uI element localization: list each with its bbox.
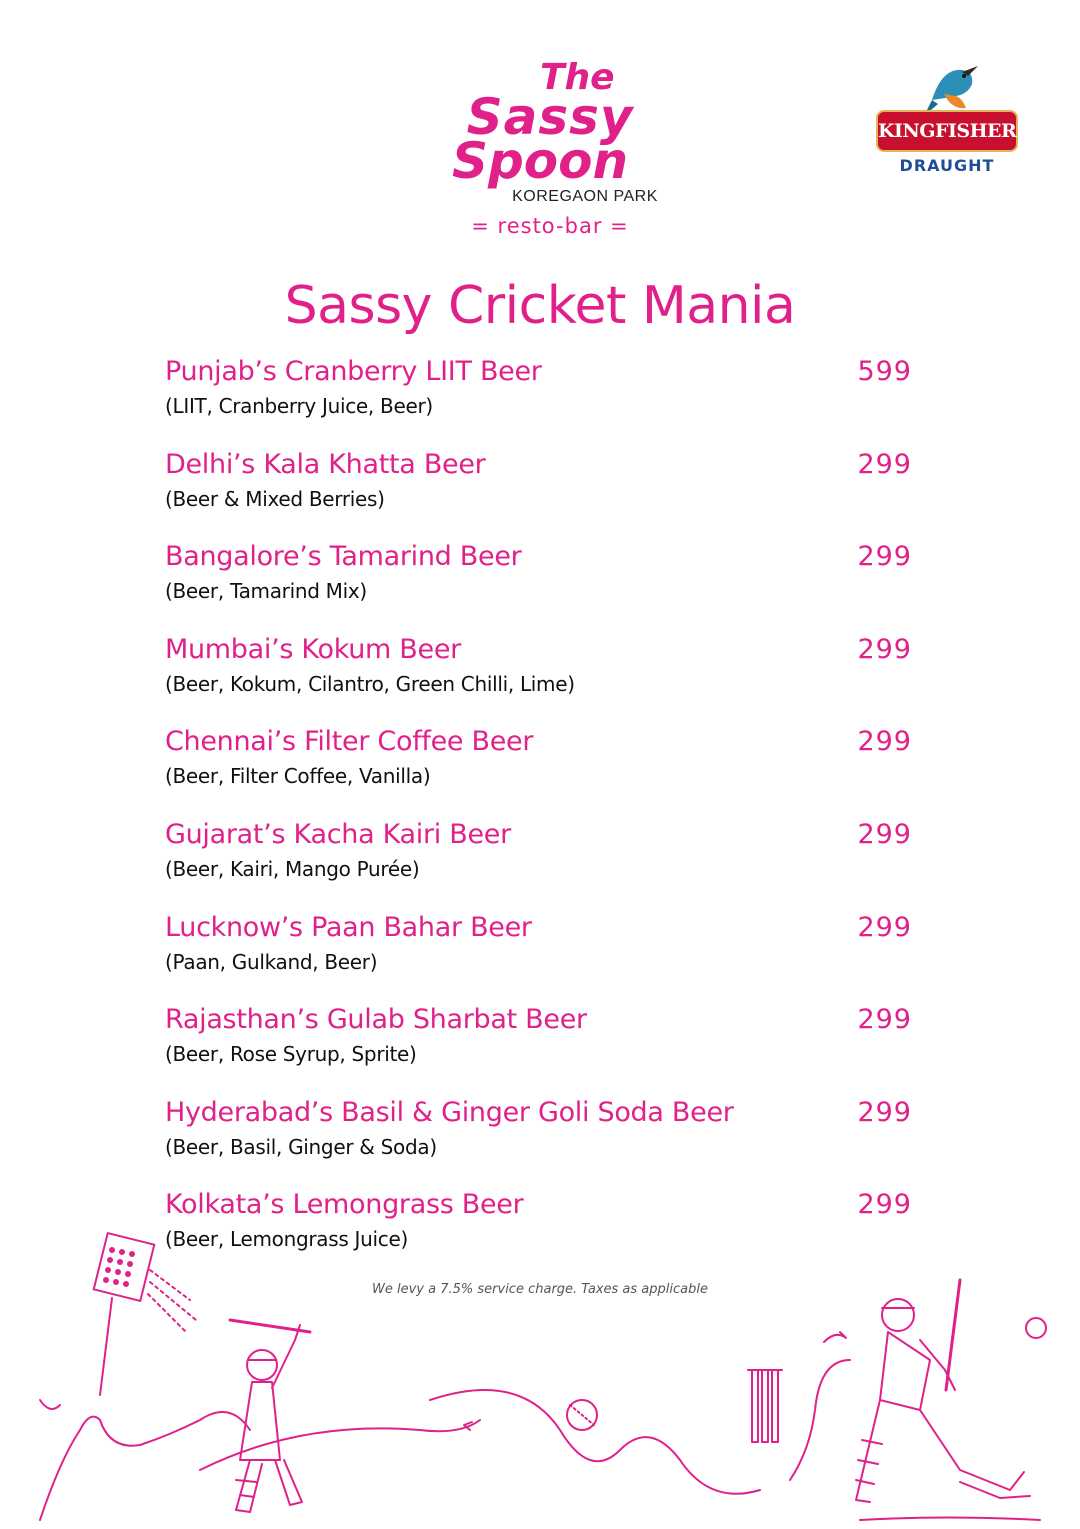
menu-item-price: 299 <box>857 633 912 665</box>
menu-title: Sassy Cricket Mania <box>284 276 796 336</box>
menu-item <box>165 356 915 449</box>
menu-item-name: Rajasthan’s Gulab Sharbat Beer <box>165 1004 587 1036</box>
menu-item-description: (Beer, Rose Syrup, Sprite) <box>165 1042 417 1067</box>
menu-item-description: (Beer, Tamarind Mix) <box>165 579 367 604</box>
menu-item-price: 299 <box>857 1004 912 1036</box>
menu-item-price: 299 <box>857 1096 912 1128</box>
menu-item-price: 299 <box>857 1189 912 1221</box>
cricket-ball-icon <box>1026 1318 1046 1338</box>
menu-item-price: 299 <box>857 541 912 573</box>
menu-item-description: (LIIT, Cranberry Juice, Beer) <box>165 394 433 418</box>
logo-line-the: The <box>540 57 615 98</box>
menu-item <box>165 726 915 819</box>
menu-item-description: (Beer, Kokum, Cilantro, Green Chilli, Lime) <box>165 671 575 696</box>
menu-item-description: (Beer & Mixed Berries) <box>165 486 385 511</box>
menu-item <box>165 1004 915 1097</box>
service-charge-note: We levy a 7.5% service charge. Taxes as applicable <box>372 1282 708 1297</box>
menu-item-name: Gujarat’s Kacha Kairi Beer <box>165 818 511 850</box>
menu-item-description: (Beer, Basil, Ginger & Soda) <box>165 1134 437 1159</box>
menu-item-price: 599 <box>857 356 912 387</box>
menu-item <box>165 449 915 542</box>
menu-item <box>165 541 915 634</box>
kingfisher-wordmark: KINGFISHER <box>876 110 1018 152</box>
cricket-batsman-icon <box>856 1280 1030 1502</box>
menu-item-name: Lucknow’s Paan Bahar Beer <box>165 911 532 943</box>
menu-item-name: Kolkata’s Lemongrass Beer <box>165 1189 524 1221</box>
menu-item <box>165 912 915 1005</box>
menu-item-price: 299 <box>857 726 912 758</box>
menu-item-description: (Beer, Filter Coffee, Vanilla) <box>165 764 431 789</box>
menu-item-description: (Beer, Lemongrass Juice) <box>165 1227 408 1252</box>
logo-tagline: = resto-bar = <box>471 214 629 238</box>
cricket-illustration <box>0 1220 1080 1529</box>
cricket-batsman-icon <box>230 1320 310 1512</box>
logo-line-spoon: Spoon <box>451 132 629 190</box>
menu-list <box>165 356 915 1282</box>
menu-item-name: Bangalore’s Tamarind Beer <box>165 541 522 573</box>
menu-item-name: Mumbai’s Kokum Beer <box>165 633 461 665</box>
sassy-spoon-logo <box>440 57 660 260</box>
menu-item-price: 299 <box>857 448 912 480</box>
wicket-stumps-icon <box>748 1370 782 1442</box>
menu-item-price: 299 <box>857 911 912 943</box>
cricket-ball-icon <box>567 1400 597 1430</box>
menu-item <box>165 634 915 727</box>
stadium-floodlight-icon <box>94 1233 196 1395</box>
menu-item-description: (Paan, Gulkand, Beer) <box>165 949 378 974</box>
menu-item-name: Punjab’s Cranberry LIIT Beer <box>165 356 542 387</box>
menu-item-name: Delhi’s Kala Khatta Beer <box>165 448 486 480</box>
logo-location: KOREGAON PARK <box>512 188 658 205</box>
menu-item-price: 299 <box>857 818 912 850</box>
logo-line-sassy: Sassy <box>466 88 634 146</box>
menu-item <box>165 819 915 912</box>
kingfisher-draught-logo <box>872 60 1022 180</box>
menu-item-name: Chennai’s Filter Coffee Beer <box>165 726 534 758</box>
kingfisher-draught-label: DRAUGHT <box>899 156 995 175</box>
menu-item-description: (Beer, Kairi, Mango Purée) <box>165 856 420 881</box>
menu-item <box>165 1097 915 1190</box>
menu-item-name: Hyderabad’s Basil & Ginger Goli Soda Beer <box>165 1096 734 1128</box>
